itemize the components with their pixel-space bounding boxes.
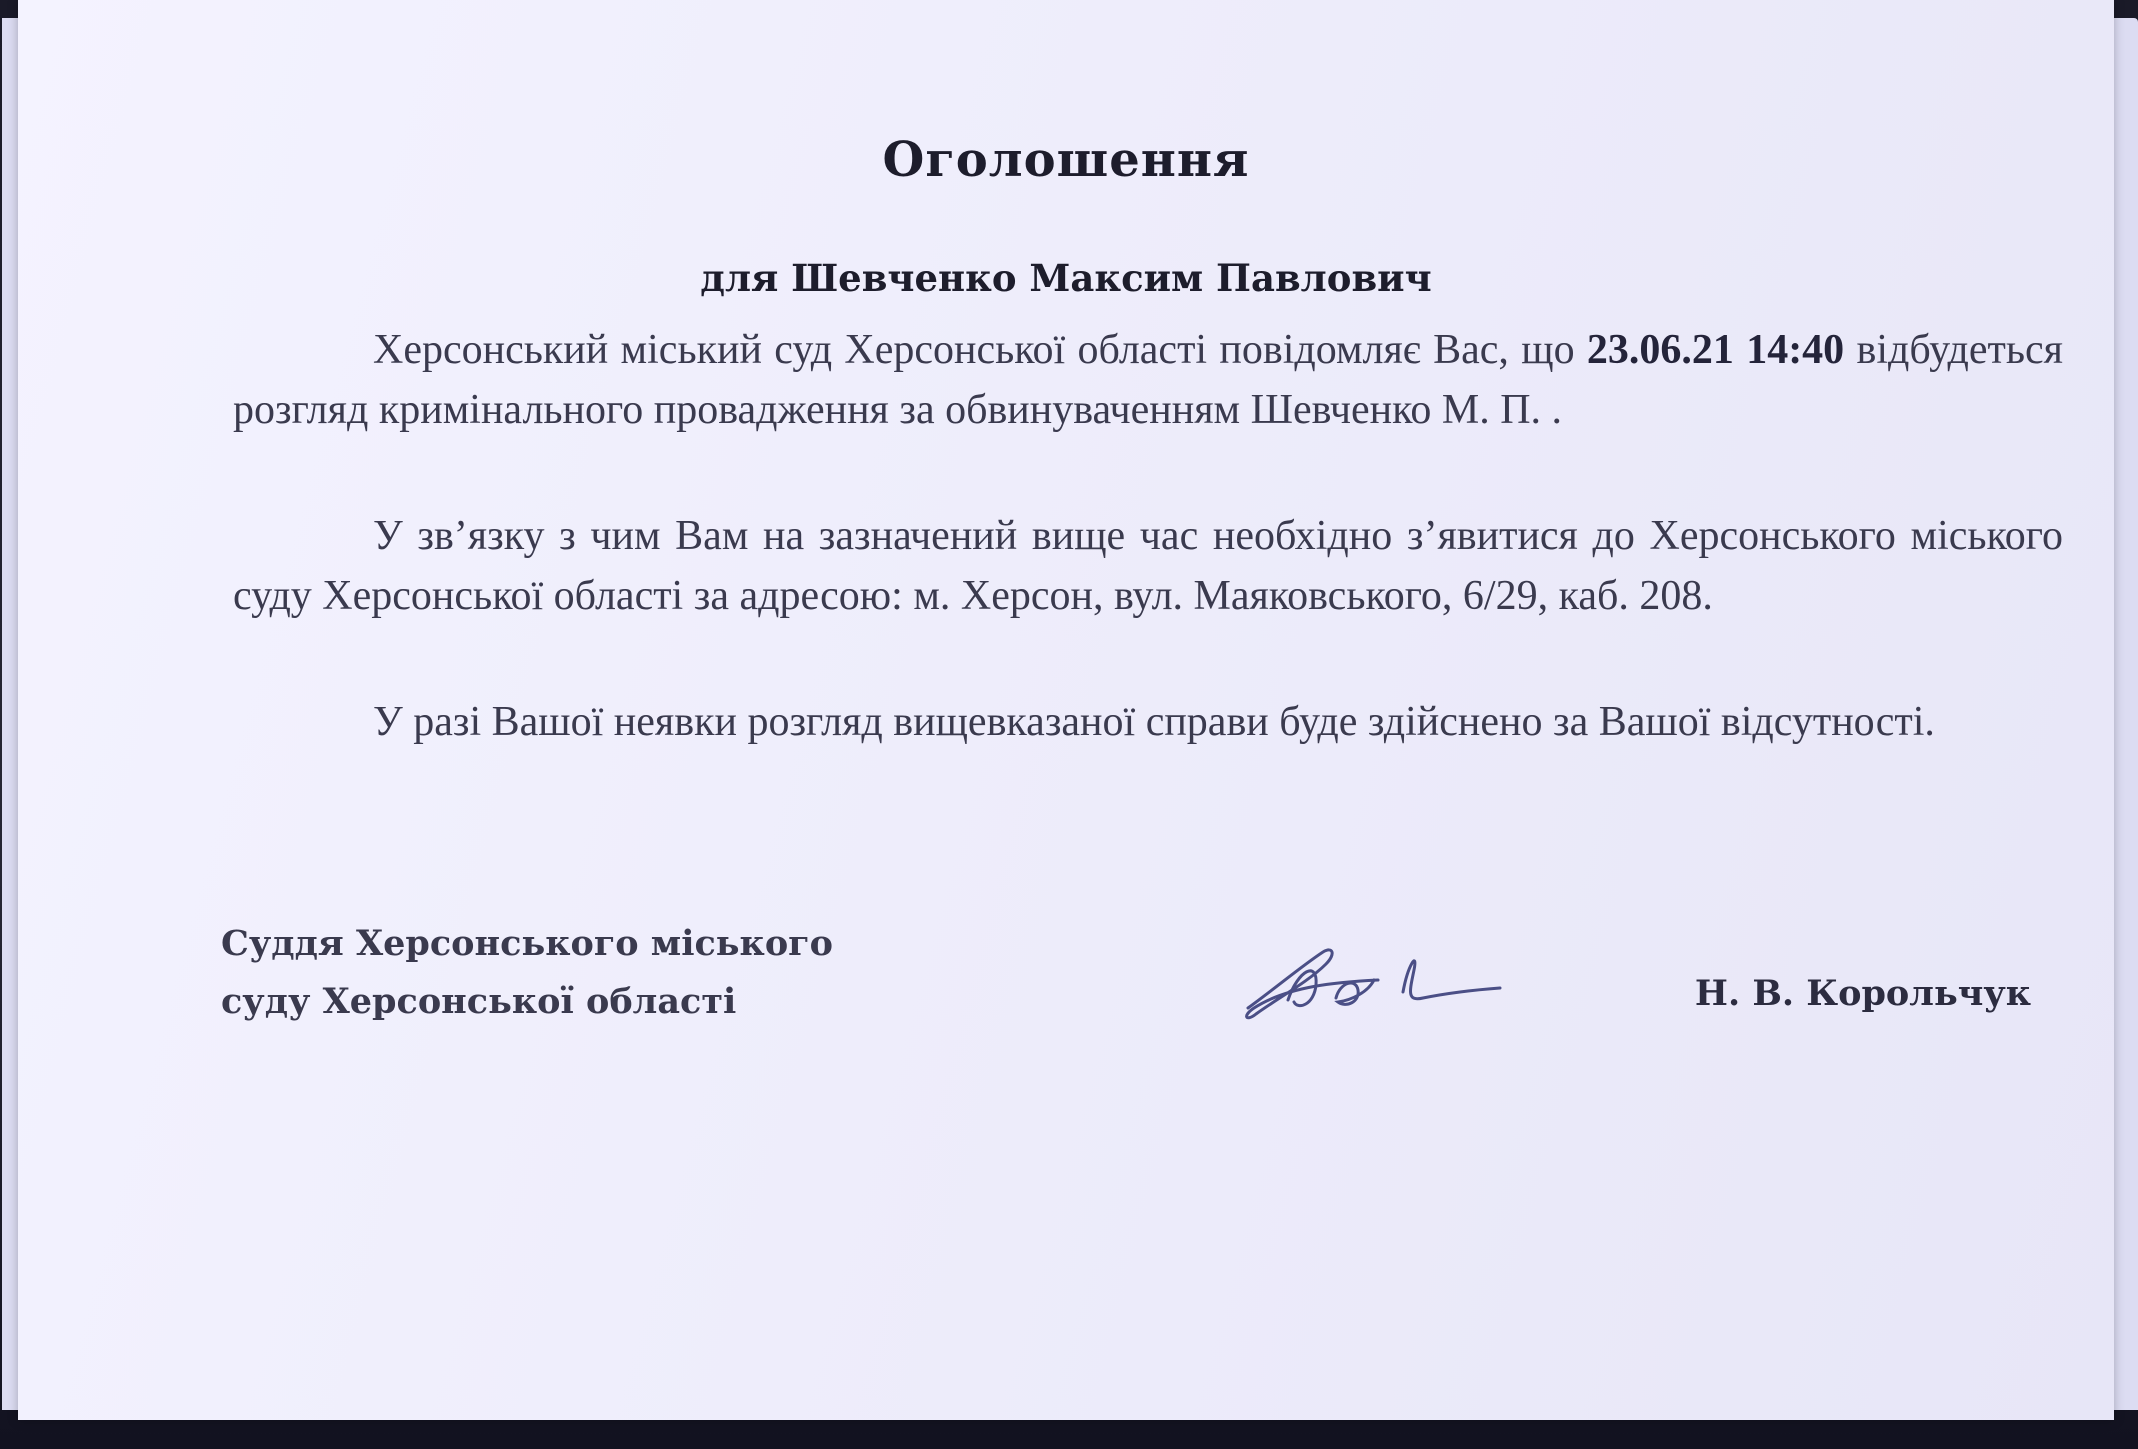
notice-sheet bbox=[18, 0, 2114, 1420]
judge-position bbox=[221, 915, 833, 1031]
judge-position-line1: Суддя Херсонського міського bbox=[221, 923, 833, 964]
paragraph-hearing bbox=[233, 320, 2063, 440]
paragraph-appearance: У зв’язку з чим Вам на зазначений вище час необхідно з’явитися до Херсонського міського суду Херсонської області за адресою: м. Херсон, вул. Маяковського, 6/29, каб. 208. bbox=[233, 513, 2063, 619]
handwritten-signature bbox=[1228, 930, 1508, 1040]
notice-title: Оголошення bbox=[882, 132, 1250, 188]
paragraph-hearing-text-after: відбудеться розгляд кримінального провадження за обвинуваченням Шевченко М. П. . bbox=[233, 327, 2063, 433]
judge-position-line2: суду Херсонської області bbox=[221, 981, 737, 1022]
notice-recipient: для Шевченко Максим Павлович bbox=[700, 256, 1432, 300]
signer-name: Н. В. Корольчук bbox=[1694, 973, 2031, 1014]
hearing-datetime: 23.06.21 14:40 bbox=[1586, 327, 1845, 373]
paragraph-absence: У разі Вашої неявки розгляд вищевказаної справи буде здійснено за Вашої відсутності. bbox=[373, 699, 1935, 745]
paragraph-hearing-text-before: Херсонський міський суд Херсонської області повідомляє Вас, що bbox=[373, 327, 1587, 373]
